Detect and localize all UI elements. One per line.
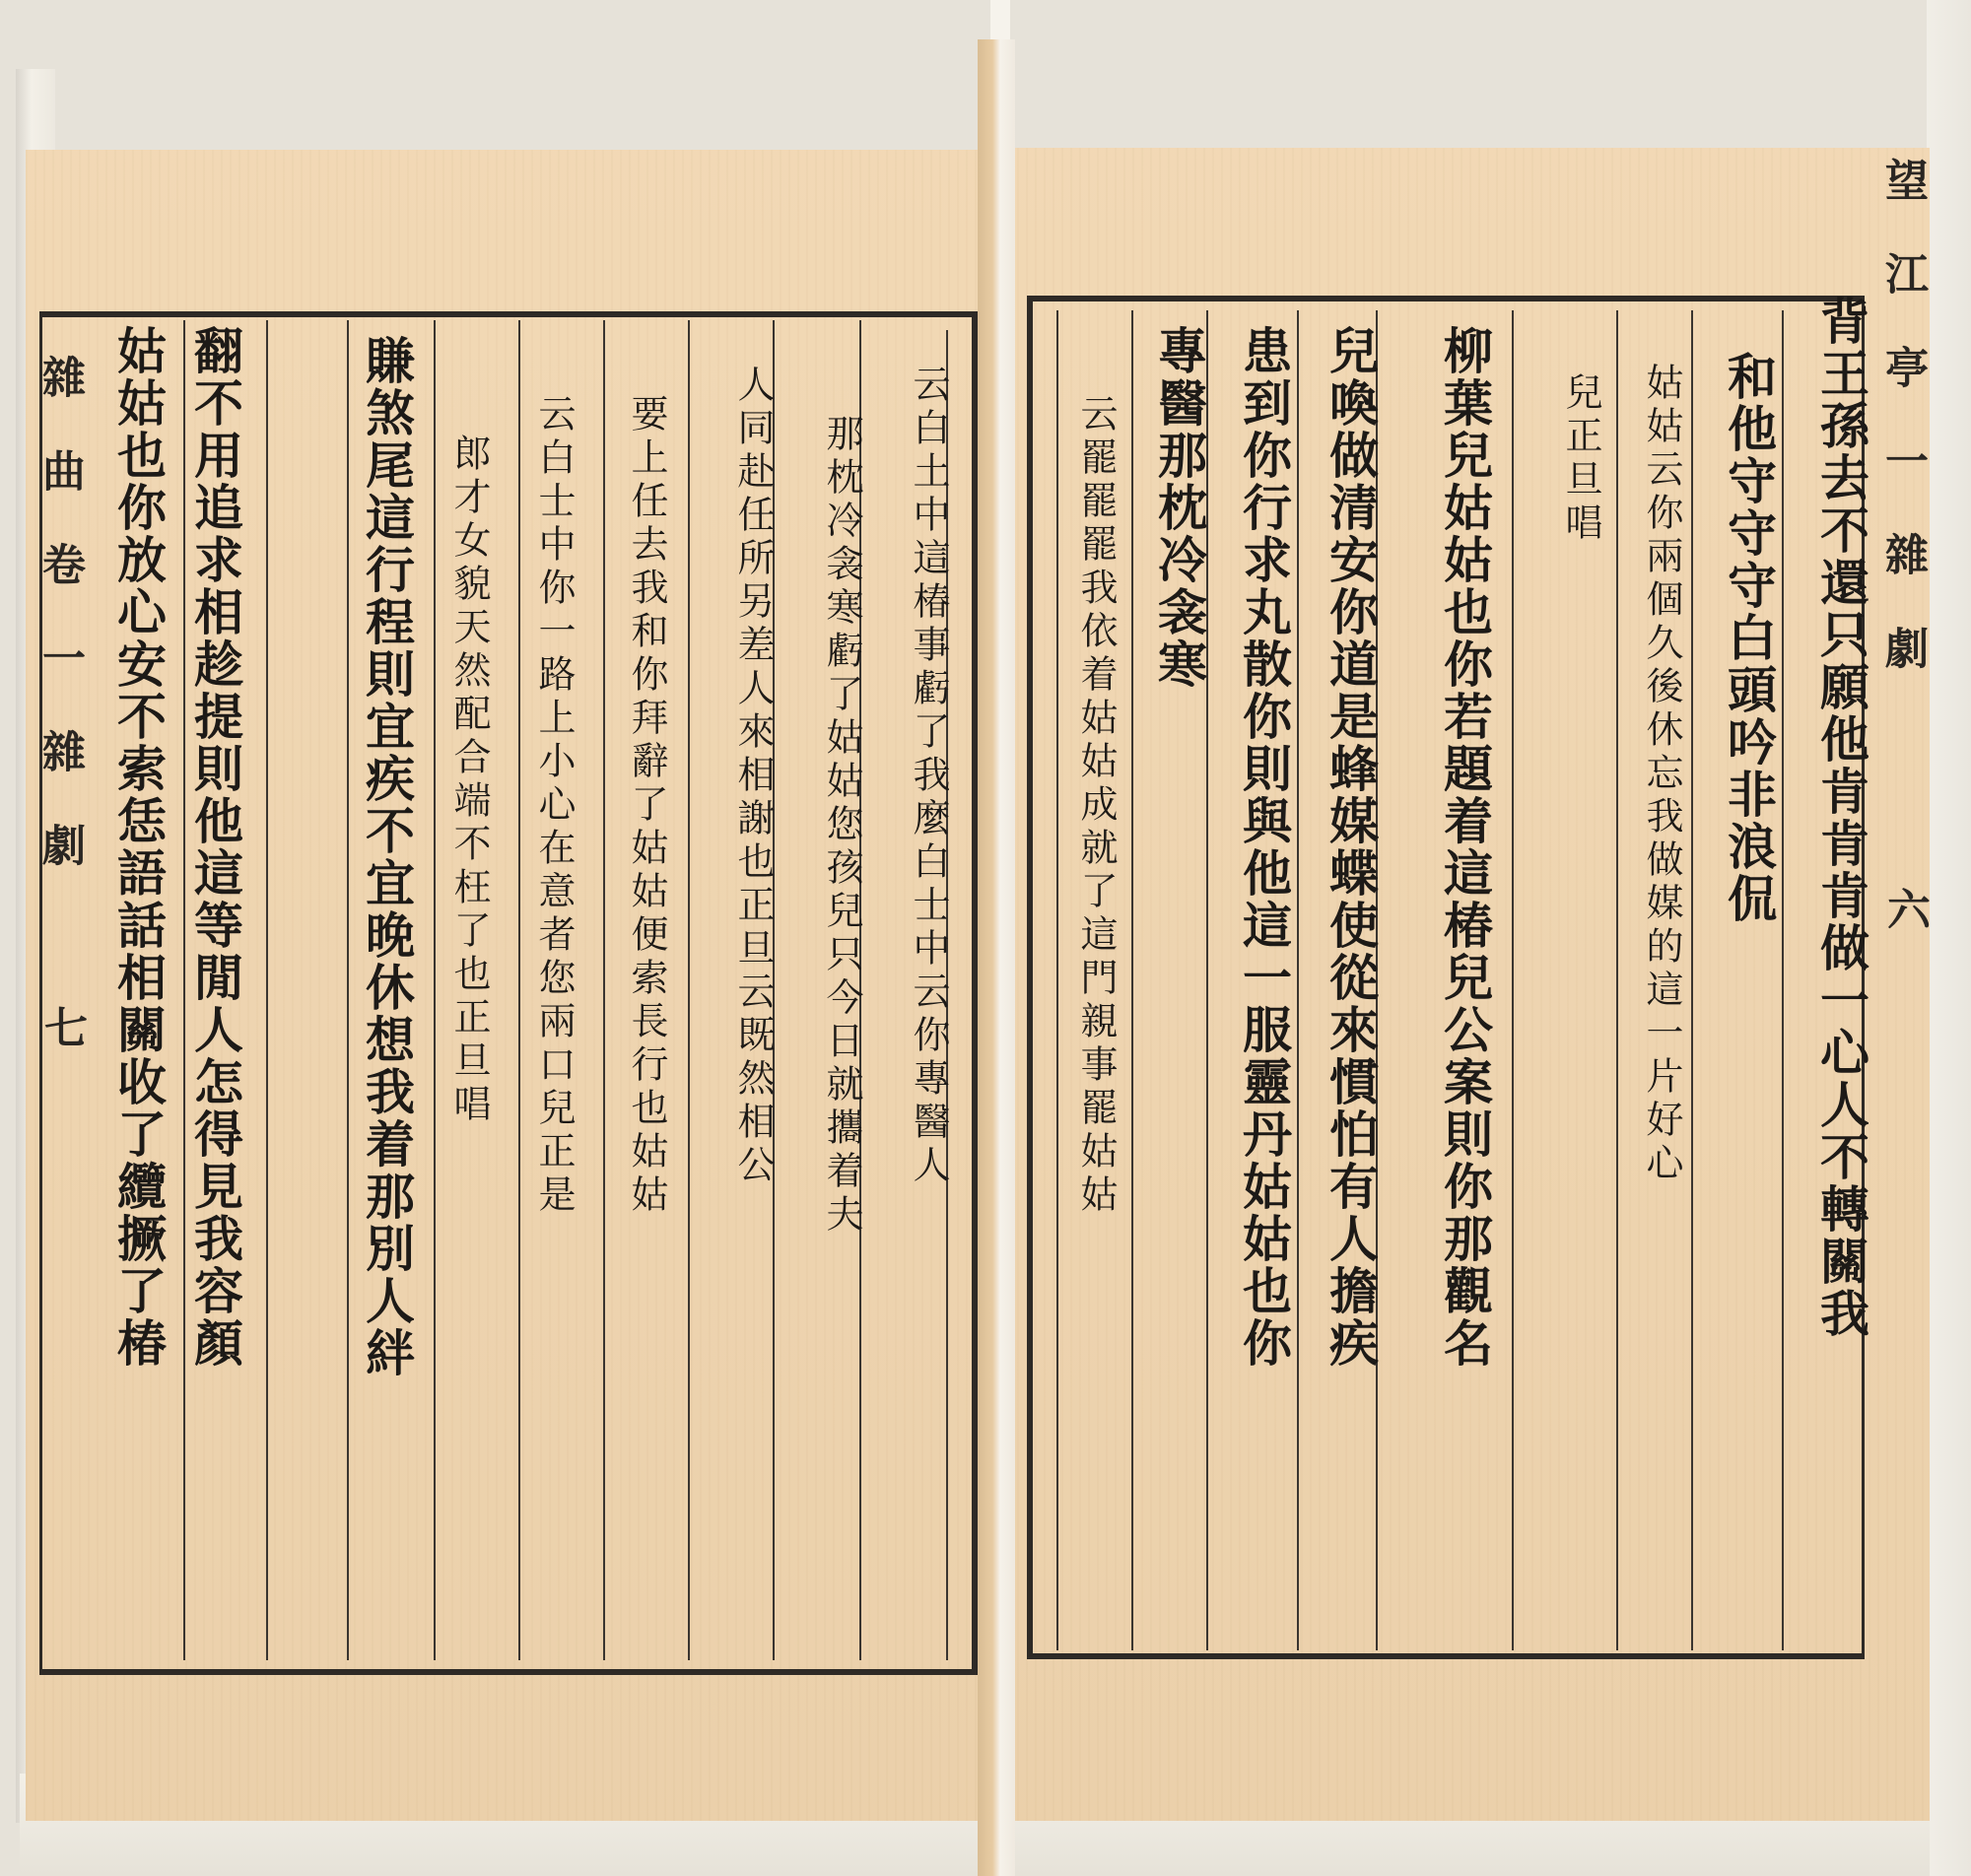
text-column: 柳葉兒姑姑也你若題着這椿兒公案則你那觀名	[1436, 325, 1494, 1370]
text-column: 賺煞尾這行程則宜疾不宜晚休想我着那別人絆	[358, 335, 416, 1379]
right-page-margin-title: 望 江 亭 一 雜 劇	[1877, 158, 1928, 669]
column-rule	[1131, 310, 1133, 1650]
column-rule	[603, 320, 605, 1660]
text-column: 姑姑也你放心安不索恁語話相關收了纜撅了椿	[109, 325, 168, 1370]
text-column: 兒正旦唱	[1559, 372, 1602, 546]
text-column: 云白士中你一路上小心在意者您兩口兒正是	[532, 394, 576, 1218]
right-page-number: 六	[1879, 887, 1930, 930]
column-rule	[1691, 310, 1693, 1650]
text-column: 云白土中這椿事虧了我麼白士中云你專醫人	[907, 365, 950, 1188]
column-rule	[1056, 310, 1058, 1650]
column-rule	[1782, 310, 1784, 1650]
text-column: 專醫那枕冷衾寒	[1150, 325, 1208, 691]
column-rule	[1297, 310, 1299, 1650]
text-column: 要上任去我和你拜辭了姑姑便索長行也姑姑	[625, 394, 668, 1218]
column-rule	[434, 320, 436, 1660]
column-rule	[1512, 310, 1514, 1650]
text-column: 兒喚做清安你道是蜂媒蝶使從來慣怕有人擔疾	[1322, 325, 1380, 1370]
text-column: 云罷罷罷我依着姑姑成就了這門親事罷姑姑	[1074, 394, 1118, 1218]
left-page-margin-title: 雜 曲 卷 一 雜 劇	[34, 355, 85, 866]
text-column: 姑姑云你兩個久後休忘我做媒的這一片好心	[1640, 363, 1683, 1186]
text-column: 背王孫去不還只願他肯肯肯做一心人不轉關我	[1812, 296, 1870, 1340]
text-column: 翻不用追求相趁提則他這等閒人怎得見我容顏	[186, 325, 244, 1370]
column-rule	[518, 320, 520, 1660]
column-rule	[266, 320, 268, 1660]
text-column: 患到你行求丸散你則與他這一服靈丹姑姑也你	[1235, 325, 1293, 1370]
column-rule	[688, 320, 690, 1660]
column-rule	[347, 320, 349, 1660]
left-page-number: 七	[36, 1005, 87, 1048]
text-column: 郎才女貌天然配合端不枉了也正旦唱	[447, 434, 491, 1127]
text-column: 和他守守守白頭吟非浪侃	[1720, 351, 1778, 925]
book-gutter	[978, 39, 1015, 1876]
text-column: 那枕冷衾寒虧了姑姑您孩兒只今日就攜着夫	[820, 414, 863, 1238]
text-column: 人同赴任所另差人來相謝也正旦云既然相公	[731, 365, 775, 1188]
column-rule	[1616, 310, 1618, 1650]
